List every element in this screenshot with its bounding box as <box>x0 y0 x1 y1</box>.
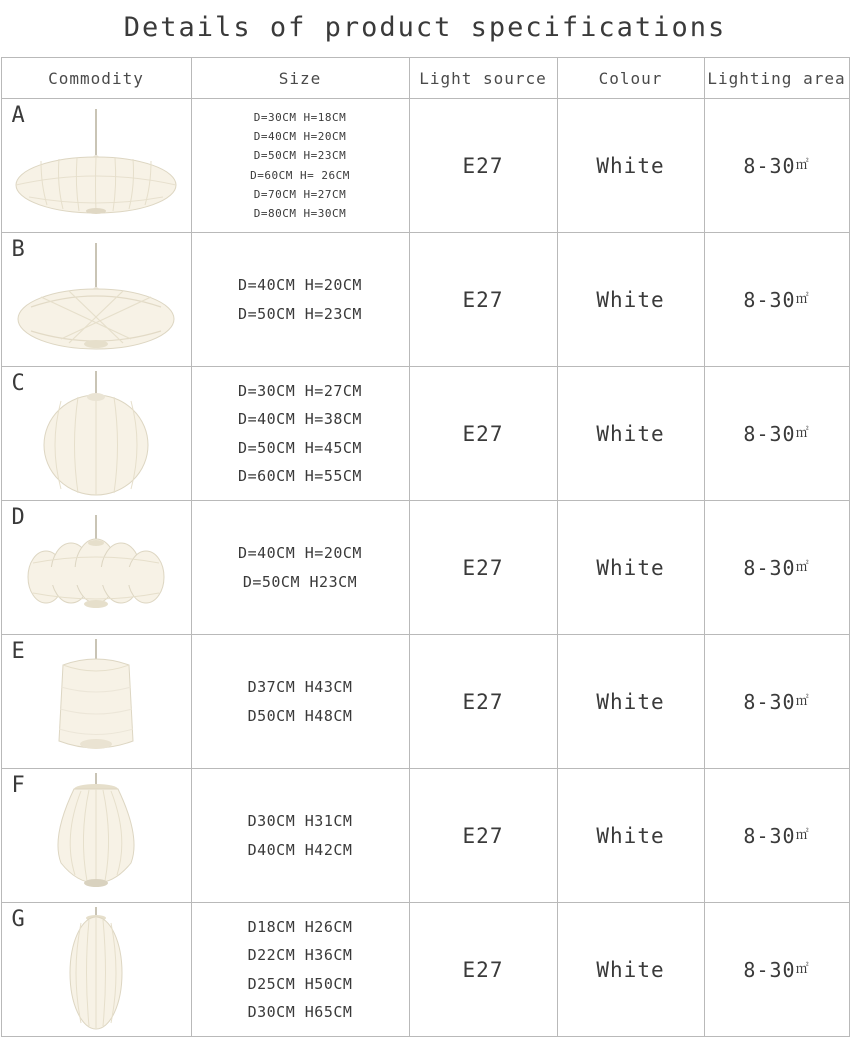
area-unit: ㎡ <box>795 559 810 575</box>
page-title: Details of product specifications <box>123 12 727 43</box>
size-line: D=40CM H=38CM <box>238 410 362 428</box>
light-source-cell-e: E27 <box>409 635 557 769</box>
commodity-cell-a <box>1 99 191 233</box>
column-header-commodity: Commodity <box>1 58 191 99</box>
light-source-cell-b: E27 <box>409 233 557 367</box>
lighting-area-cell-c <box>704 367 849 501</box>
row-letter-a: A <box>11 103 25 128</box>
colour-cell-g: White <box>557 903 704 1037</box>
table-header-row <box>1 58 849 99</box>
area-unit: ㎡ <box>795 157 810 173</box>
size-line: D=30CM H=27CM <box>238 381 362 400</box>
area-value: 8-30 <box>743 153 796 178</box>
column-header-colour: Colour <box>557 58 704 99</box>
size-line: D22CM H36CM <box>247 946 353 964</box>
light-source-cell-a: E27 <box>409 99 557 233</box>
area-value: 8-30 <box>743 957 796 982</box>
row-letter-d: D <box>11 505 25 530</box>
table-body <box>1 99 849 1037</box>
bubble-cloud-lamp-image <box>2 501 191 634</box>
colour-cell-b: White <box>557 233 704 367</box>
area-value: 8-30 <box>743 555 796 580</box>
size-line: D30CM H31CM <box>247 812 353 830</box>
table-row <box>1 635 849 769</box>
size-line: D37CM H43CM <box>247 678 353 696</box>
colour-cell-e: White <box>557 635 704 769</box>
colour-cell-a: White <box>557 99 704 233</box>
criss-cross-saucer-lamp-image <box>2 233 191 366</box>
row-letter-c: C <box>11 371 25 396</box>
size-cell-a <box>191 99 409 233</box>
size-line: D=40CM H=20CM <box>238 276 362 294</box>
column-header-lighting-area: Lighting area <box>704 58 849 99</box>
commodity-cell-d <box>1 501 191 635</box>
light-source-cell-d: E27 <box>409 501 557 635</box>
size-line: D=80CM H=30CM <box>253 207 347 220</box>
colour-cell-f: White <box>557 769 704 903</box>
cigar-oval-lamp-image <box>2 903 191 1036</box>
area-unit: ㎡ <box>795 693 810 709</box>
area-unit: ㎡ <box>795 291 810 307</box>
table-row <box>1 99 849 233</box>
lighting-area-cell-f <box>704 769 849 903</box>
area-value: 8-30 <box>743 823 796 848</box>
area-value: 8-30 <box>743 421 796 446</box>
teardrop-pear-lamp-image <box>2 769 191 902</box>
light-source-cell-f: E27 <box>409 769 557 903</box>
light-source-cell-c: E27 <box>409 367 557 501</box>
size-line: D=60CM H= 26CM <box>250 168 350 182</box>
table-header <box>1 58 849 99</box>
row-letter-b: B <box>11 237 25 262</box>
table-row <box>1 501 849 635</box>
size-line: D18CM H26CM <box>247 917 353 936</box>
size-line: D=50CM H23CM <box>242 572 358 591</box>
row-letter-g: G <box>11 907 25 932</box>
size-line: D50CM H48CM <box>247 706 353 725</box>
size-cell-g <box>191 903 409 1037</box>
commodity-cell-b <box>1 233 191 367</box>
size-line: D40CM H42CM <box>247 840 353 859</box>
table-row <box>1 903 849 1037</box>
area-unit: ㎡ <box>795 961 810 977</box>
commodity-cell-f <box>1 769 191 903</box>
table-row <box>1 233 849 367</box>
lighting-area-cell-b <box>704 233 849 367</box>
row-letter-f: F <box>11 773 25 798</box>
saucer-pendant-lamp-image <box>2 99 191 232</box>
colour-cell-d: White <box>557 501 704 635</box>
lighting-area-cell-d <box>704 501 849 635</box>
cylinder-drum-lamp-image <box>2 635 191 768</box>
column-header-light-source: Light source <box>409 58 557 99</box>
size-cell-d <box>191 501 409 635</box>
column-header-size: Size <box>191 58 409 99</box>
size-line: D=50CM H=23CM <box>238 304 362 323</box>
table-row <box>1 769 849 903</box>
row-letter-e: E <box>11 639 25 664</box>
colour-cell-c: White <box>557 367 704 501</box>
ball-pendant-lamp-image <box>2 367 191 500</box>
area-value: 8-30 <box>743 689 796 714</box>
commodity-cell-c <box>1 367 191 501</box>
area-unit: ㎡ <box>795 827 810 843</box>
lighting-area-cell-a <box>704 99 849 233</box>
size-line: D=50CM H=23CM <box>253 149 347 163</box>
lighting-area-cell-g <box>704 903 849 1037</box>
size-line: D30CM H65CM <box>247 1003 353 1021</box>
area-value: 8-30 <box>743 287 796 312</box>
size-cell-c <box>191 367 409 501</box>
size-line: D=40CM H=20CM <box>238 544 362 562</box>
light-source-cell-g: E27 <box>409 903 557 1037</box>
area-unit: ㎡ <box>795 425 810 441</box>
size-cell-b <box>191 233 409 367</box>
lighting-area-cell-e <box>704 635 849 769</box>
size-cell-f <box>191 769 409 903</box>
table-row <box>1 367 849 501</box>
size-line: D=70CM H=27CM <box>253 187 347 201</box>
size-line: D=60CM H=55CM <box>238 467 362 485</box>
size-line: D=30CM H=18CM <box>253 110 347 124</box>
commodity-cell-e <box>1 635 191 769</box>
size-cell-e <box>191 635 409 769</box>
specification-table <box>1 57 850 1037</box>
size-line: D=50CM H=45CM <box>238 438 362 457</box>
commodity-cell-g <box>1 903 191 1037</box>
size-line: D25CM H50CM <box>247 974 353 993</box>
size-line: D=40CM H=20CM <box>253 130 347 143</box>
